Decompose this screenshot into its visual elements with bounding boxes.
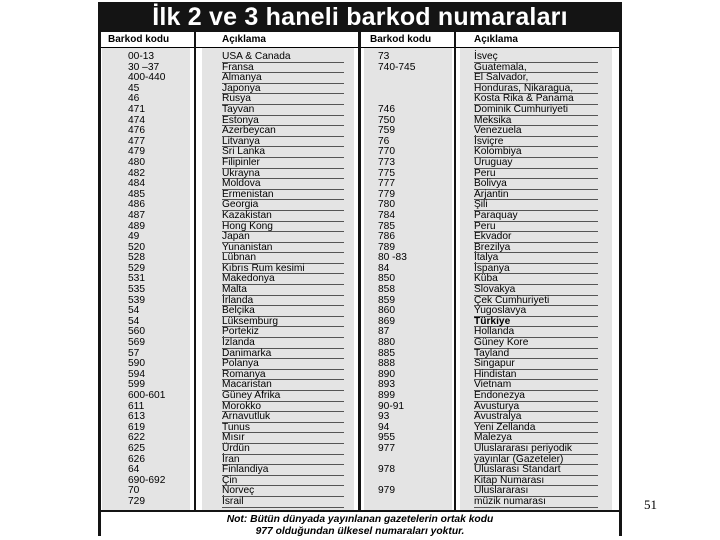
country-description: Slovakya [474, 284, 516, 296]
barcode-code: 590 [128, 358, 145, 370]
country-description: Brezilya [474, 241, 511, 253]
table-title: İlk 2 ve 3 haneli barkod numaraları [98, 2, 622, 32]
country-description: Güney Afrika [222, 390, 281, 401]
barcode-code: 622 [128, 432, 145, 444]
barcode-code: 869 [378, 315, 395, 327]
barcode-code: 858 [378, 284, 395, 296]
barcode-code: 784 [378, 209, 395, 221]
barcode-code: 45 [128, 82, 140, 94]
barcode-code: 740-745 [378, 61, 416, 73]
barcode-code: 899 [378, 390, 395, 401]
barcode-code: 489 [128, 220, 145, 232]
barcode-code: 599 [128, 379, 145, 391]
barcode-code: 955 [378, 432, 395, 444]
country-description: Makedonya [222, 273, 275, 285]
table-row [128, 391, 358, 402]
country-description: Peru [474, 220, 496, 232]
barcode-code: 49 [128, 231, 140, 243]
country-description: Güney Kore [474, 337, 529, 349]
country-description: Lüksemburg [222, 315, 279, 327]
country-description: Kitap Numarası [474, 474, 545, 486]
country-description: Arnavutluk [222, 411, 271, 423]
country-description: İzlanda [222, 337, 255, 349]
barcode-code: 789 [378, 241, 395, 253]
country-description: İrlanda [222, 294, 254, 306]
table-row [128, 211, 358, 222]
sheet-left-border [98, 2, 101, 536]
barcode-code: 979 [378, 485, 395, 497]
barcode-code: 479 [128, 146, 145, 158]
barcode-code: 476 [128, 125, 145, 137]
country-description: Malezya [474, 432, 512, 444]
barcode-code: 625 [128, 442, 145, 454]
table-row [128, 158, 358, 169]
country-description: İsveç [474, 51, 498, 62]
country-description: Singapur [474, 358, 515, 370]
country-description: Guatemala, [474, 61, 527, 73]
barcode-code: 54 [128, 305, 140, 317]
country-description: Kıbrıs Rum kesimi [222, 262, 305, 274]
barcode-code: 613 [128, 411, 145, 423]
right-header [360, 32, 622, 48]
barcode-code: 480 [128, 156, 145, 168]
country-description: İspanya [474, 262, 510, 274]
barcode-code: 759 [378, 125, 395, 137]
barcode-code: 520 [128, 241, 145, 253]
barcode-code: 76 [378, 135, 390, 147]
country-description: Morokko [222, 400, 262, 412]
country-description: Azerbeycan [222, 125, 276, 137]
country-description: Avusturya [474, 400, 520, 412]
table-row [128, 105, 358, 116]
table-row [378, 190, 608, 201]
barcode-code: 888 [378, 358, 395, 370]
country-description: Japonya [222, 82, 261, 94]
country-description: Çek Cumhuriyeti [474, 294, 550, 306]
country-description: Kolombiya [474, 146, 522, 158]
table-row [378, 497, 608, 508]
barcode-code: 64 [128, 464, 140, 476]
barcode-code: 474 [128, 114, 145, 126]
barcode-code: 611 [128, 400, 145, 412]
barcode-code: 750 [378, 114, 395, 126]
barcode-code: 80 -83 [378, 252, 407, 264]
barcode-code: 775 [378, 167, 395, 179]
country-description: Rusya [222, 93, 251, 105]
country-description: Almanya [222, 72, 262, 84]
barcode-code: 860 [378, 305, 395, 317]
country-description: Macaristan [222, 379, 272, 391]
row-underline [222, 507, 344, 508]
center-divider [358, 32, 361, 510]
country-description: Japan [222, 231, 250, 243]
barcode-code: 93 [378, 411, 390, 423]
country-description: Endonezya [474, 390, 525, 401]
country-description: Tayvan [222, 103, 255, 115]
page-number: 51 [644, 497, 657, 512]
barcode-code: 535 [128, 284, 145, 296]
barcode-code: 482 [128, 167, 145, 179]
footnote-line-1: Not: Bütün dünyada yayınlanan gazetelerin ortak kodu [226, 514, 494, 525]
barcode-code: 779 [378, 188, 395, 200]
country-description: Paraquay [474, 209, 518, 221]
barcode-code: 626 [128, 453, 145, 465]
barcode-code: 859 [378, 294, 395, 306]
country-description: Ürdün [222, 442, 250, 454]
country-description: Vietnam [474, 379, 512, 391]
country-description: Fransa [222, 61, 254, 73]
country-description: Bolivya [474, 178, 507, 190]
table-row [378, 158, 608, 169]
country-description: Küba [474, 273, 498, 285]
country-description: Uruguay [474, 156, 513, 168]
right-rows [378, 52, 608, 508]
right-header-desc: Açıklama [474, 34, 518, 45]
country-description: Belçika [222, 305, 255, 317]
barcode-code: 73 [378, 51, 390, 62]
barcode-code: 477 [128, 135, 145, 147]
barcode-code: 539 [128, 294, 145, 306]
country-description: Yeni Zellanda [474, 421, 536, 433]
country-description: USA & Canada [222, 51, 291, 62]
barcode-code: 87 [378, 326, 390, 338]
barcode-code: 850 [378, 273, 395, 285]
table-row [378, 105, 608, 116]
country-description: Estonya [222, 114, 259, 126]
right-header-code: Barkod kodu [370, 34, 432, 45]
barcode-code: 890 [378, 368, 395, 380]
table-row [128, 52, 358, 63]
barcode-code: 893 [378, 379, 395, 391]
country-description: Avustralya [474, 411, 522, 423]
country-description: Tunus [222, 421, 250, 433]
country-description: Uluslararası periyodik [474, 442, 572, 454]
country-description: El Salvador, [474, 72, 529, 84]
barcode-code: 84 [378, 262, 390, 274]
sheet-right-border [619, 2, 622, 536]
country-description: Hindistan [474, 368, 517, 380]
barcode-code: 690-692 [128, 474, 166, 486]
barcode-code: 560 [128, 326, 145, 338]
table-row [378, 391, 608, 402]
barcode-code: 471 [128, 103, 145, 115]
barcode-code: 30 –37 [128, 61, 160, 73]
barcode-code: 777 [378, 178, 395, 190]
country-description: Litvanya [222, 135, 260, 147]
country-description: Lübnan [222, 252, 256, 264]
barcode-code: 885 [378, 347, 395, 359]
country-description: Dominik Cumhuriyeti [474, 103, 568, 115]
table-row [128, 497, 358, 508]
barcode-code: 90-91 [378, 400, 405, 412]
country-description: İtalya [474, 252, 499, 264]
country-description: Filipinler [222, 156, 260, 168]
country-description: Romanya [222, 368, 266, 380]
barcode-code: 94 [378, 421, 390, 433]
country-description: Mısır [222, 432, 245, 444]
table-row [128, 444, 358, 455]
country-description: İsrail [222, 495, 244, 507]
country-description: Tayland [474, 347, 510, 359]
barcode-code: 00-13 [128, 51, 155, 62]
left-rows [128, 52, 358, 508]
barcode-code: 978 [378, 464, 395, 476]
country-description: Meksika [474, 114, 512, 126]
country-description: Ukrayna [222, 167, 260, 179]
country-description: Moldova [222, 178, 261, 190]
country-description: Şili [474, 199, 488, 211]
country-description: Norveç [222, 485, 255, 497]
left-header-code: Barkod kodu [108, 34, 170, 45]
country-description: İsviçre [474, 135, 504, 147]
barcode-code: 484 [128, 178, 145, 190]
table-row [378, 444, 608, 455]
barcode-code: 569 [128, 337, 145, 349]
barcode-code: 977 [378, 442, 395, 454]
country-description: Yugoslavya [474, 305, 527, 317]
barcode-code: 528 [128, 252, 145, 264]
country-description: Sri Lanka [222, 146, 266, 158]
barcode-code: 770 [378, 146, 395, 158]
country-description: yayınlar (Gazeteler) [474, 453, 564, 465]
country-description: Malta [222, 284, 247, 296]
barcode-code: 485 [128, 188, 145, 200]
barcode-code: 880 [378, 337, 395, 349]
barcode-code: 785 [378, 220, 395, 232]
country-description: Hong Kong [222, 220, 273, 232]
country-description: müzik numarası [474, 495, 546, 507]
barcode-code: 70 [128, 485, 140, 497]
country-description: Finlandiya [222, 464, 269, 476]
country-description: Ekvador [474, 231, 512, 243]
country-description: Çin [222, 474, 238, 486]
country-description: Yunanistan [222, 241, 273, 253]
country-description: Hollanda [474, 326, 515, 338]
country-description: Kosta Rika & Panama [474, 93, 574, 105]
country-description: Georgia [222, 199, 259, 211]
barcode-code: 46 [128, 93, 140, 105]
barcode-code: 57 [128, 347, 140, 359]
barcode-code: 400-440 [128, 72, 166, 84]
barcode-code: 594 [128, 368, 145, 380]
barcode-code: 529 [128, 262, 145, 274]
barcode-code: 773 [378, 156, 395, 168]
barcode-code: 780 [378, 199, 395, 211]
row-underline [474, 507, 598, 508]
table-row [378, 211, 608, 222]
country-description: Arjantin [474, 188, 509, 200]
barcode-code: 746 [378, 103, 395, 115]
country-description: İran [222, 453, 240, 465]
country-description: Venezuela [474, 125, 522, 137]
barcode-code: 487 [128, 209, 145, 221]
barcode-code: 619 [128, 421, 145, 433]
left-header [98, 32, 360, 48]
left-header-desc: Açıklama [222, 34, 266, 45]
country-description: Polanya [222, 358, 259, 370]
country-description: Ermenistan [222, 188, 274, 200]
barcode-code: 600-601 [128, 390, 166, 401]
country-description: Danimarka [222, 347, 272, 359]
barcode-code: 54 [128, 315, 140, 327]
country-description: Peru [474, 167, 496, 179]
country-description: Kazakistan [222, 209, 272, 221]
barcode-table-sheet [98, 2, 622, 536]
barcode-code: 729 [128, 495, 145, 507]
country-description: Uluslararası [474, 485, 529, 497]
country-description: Honduras, Nikaragua, [474, 82, 574, 94]
footnote-line-2: 977 olduğundan ülkesel numaraları yoktur. [255, 526, 465, 537]
barcode-code: 486 [128, 199, 145, 211]
barcode-code: 531 [128, 273, 145, 285]
country-description: Türkiye [474, 315, 511, 327]
barcode-code: 786 [378, 231, 395, 243]
country-description: Uluslarası Standart [474, 464, 561, 476]
country-description: Portekiz [222, 326, 259, 338]
footnote [98, 510, 622, 536]
table-row [378, 52, 608, 63]
